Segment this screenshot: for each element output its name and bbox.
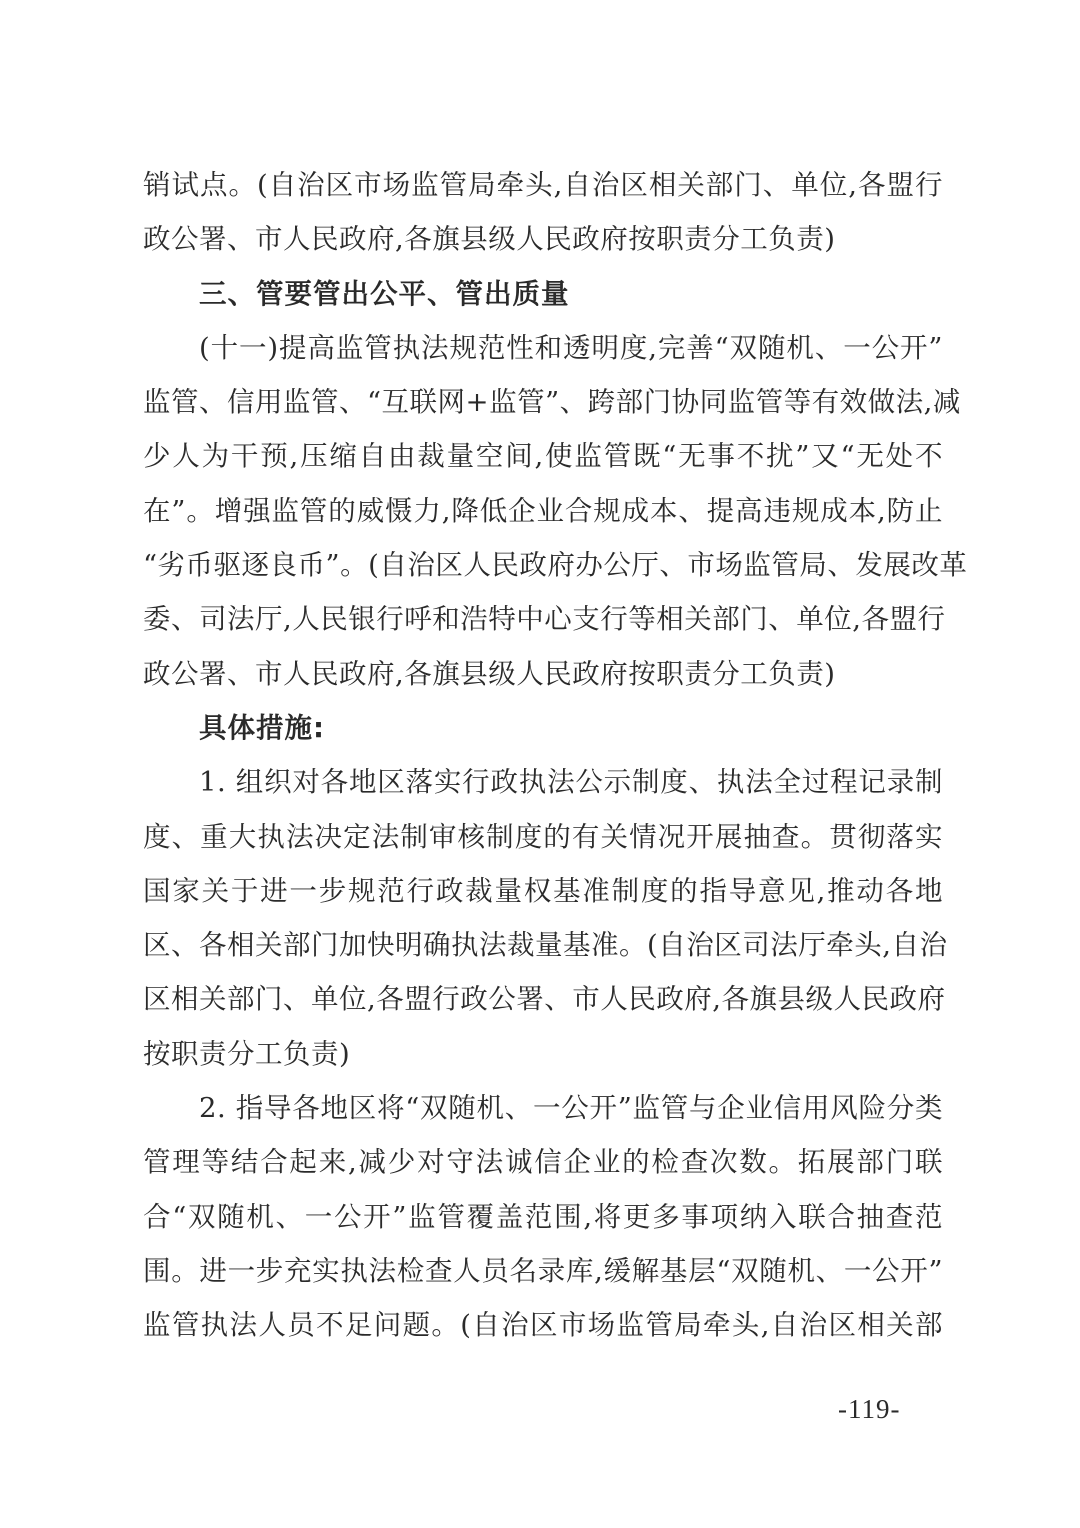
text-line: 区、各相关部门加快明确执法裁量基准。(自治区司法厅牵头,自治: [143, 929, 948, 962]
text-line: 按职责分工负责): [143, 1037, 351, 1070]
text-line: 2. 指导各地区将“双随机、一公开”监管与企业信用风险分类: [199, 1092, 943, 1125]
text-line: 监管执法人员不足问题。(自治区市场监管局牵头,自治区相关部: [143, 1309, 943, 1342]
text-line: 销试点。(自治区市场监管局牵头,自治区相关部门、单位,各盟行: [143, 169, 943, 201]
text-line: 管理等结合起来,减少对守法诚信企业的检查次数。拓展部门联: [143, 1146, 943, 1179]
text-line: 少人为干预,压缩自由裁量空间,使监管既“无事不扰”又“无处不: [143, 440, 943, 473]
text-line: 委、司法厅,人民银行呼和浩特中心支行等相关部门、单位,各盟行: [143, 603, 946, 636]
text-line: 度、重大执法决定法制审核制度的有关情况开展抽查。贯彻落实: [143, 820, 943, 853]
text-line: 监管、信用监管、“互联网+监管”、跨部门协同监管等有效做法,减: [143, 386, 961, 419]
text-line: 区相关部门、单位,各盟行政公署、市人民政府,各旗县级人民政府: [143, 983, 946, 1016]
text-line: 政公署、市人民政府,各旗县级人民政府按职责分工负责): [143, 223, 836, 256]
section-heading: 三、管要管出公平、管出质量: [199, 277, 570, 310]
subsection-heading: 具体措施:: [199, 711, 325, 744]
document-body: [143, 158, 968, 1353]
text-line: 政公署、市人民政府,各旗县级人民政府按职责分工负责): [143, 657, 836, 690]
text-line: (十一)提高监管执法规范性和透明度,完善“双随机、一公开”: [199, 331, 943, 364]
text-line: “劣币驱逐良币”。(自治区人民政府办公厅、市场监管局、发展改革: [143, 549, 968, 582]
text-line: 1. 组织对各地区落实行政执法公示制度、执法全过程记录制: [199, 766, 943, 799]
text-line: 国家关于进一步规范行政裁量权基准制度的指导意见,推动各地: [143, 874, 943, 907]
text-line: 在”。增强监管的威慑力,降低企业合规成本、提高违规成本,防止: [143, 494, 943, 527]
page-number: -119-: [838, 1394, 901, 1424]
text-line: 合“双随机、一公开”监管覆盖范围,将更多事项纳入联合抽查范: [143, 1200, 943, 1233]
text-line: 围。进一步充实执法检查人员名录库,缓解基层“双随机、一公开”: [143, 1254, 943, 1287]
